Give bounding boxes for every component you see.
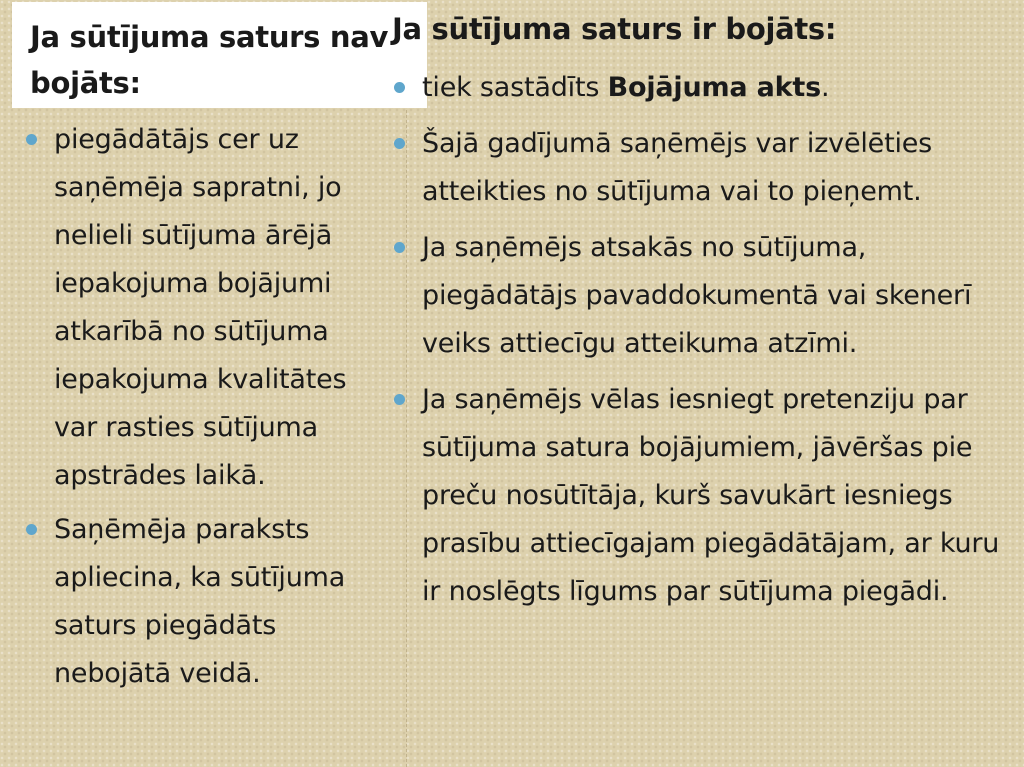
right-bullet-list	[422, 64, 1022, 624]
bullet-dot-icon	[394, 138, 405, 149]
list-item	[422, 224, 1022, 368]
right-column-heading: Ja sūtījuma saturs ir bojāts:	[392, 12, 837, 46]
bullet-text: Ja saņēmējs vēlas iesniegt pretenziju par sūtījuma satura bojājumiem, jāvēršas pie preču nosūtītāja, kurš savukārt iesniegs prasību attiecīgajam piegādātājam, ar kuru ir noslēgts līgums par sūtījuma piegādi.	[422, 384, 1000, 607]
bullet-text: piegādātājs cer uz saņēmēja sapratni, jo nelieli sūtījuma ārējā iepakojuma bojājumi atkarībā no sūtījuma iepakojuma kvalitātes var rasties sūtījuma apstrādes laikā.	[54, 124, 347, 491]
bullet-dot-icon	[26, 134, 37, 145]
bullet-text-prefix: tiek sastādīts	[422, 72, 608, 103]
list-item	[422, 120, 1022, 216]
list-item	[422, 376, 1022, 616]
list-item	[54, 116, 394, 500]
bullet-text: Ja saņēmējs atsakās no sūtījuma, piegādātājs pavaddokumentā vai skenerī veiks attiecīgu atteikuma atzīmi.	[422, 232, 972, 359]
list-item	[54, 506, 394, 698]
left-column-heading: Ja sūtījuma saturs nav bojāts:	[12, 2, 427, 108]
bullet-text-suffix: .	[821, 72, 830, 103]
bullet-dot-icon	[26, 524, 37, 535]
list-item	[422, 64, 1022, 112]
column-divider	[406, 110, 407, 767]
left-bullet-list	[54, 116, 394, 704]
bullet-dot-icon	[394, 242, 405, 253]
bullet-dot-icon	[394, 82, 405, 93]
bullet-text: Saņēmēja paraksts apliecina, ka sūtījuma saturs piegādāts nebojātā veidā.	[54, 514, 346, 689]
bullet-dot-icon	[394, 394, 405, 405]
bullet-text: Šajā gadījumā saņēmējs var izvēlēties atteikties no sūtījuma vai to pieņemt.	[422, 128, 933, 207]
bullet-text-bold: Bojājuma akts	[607, 72, 821, 103]
